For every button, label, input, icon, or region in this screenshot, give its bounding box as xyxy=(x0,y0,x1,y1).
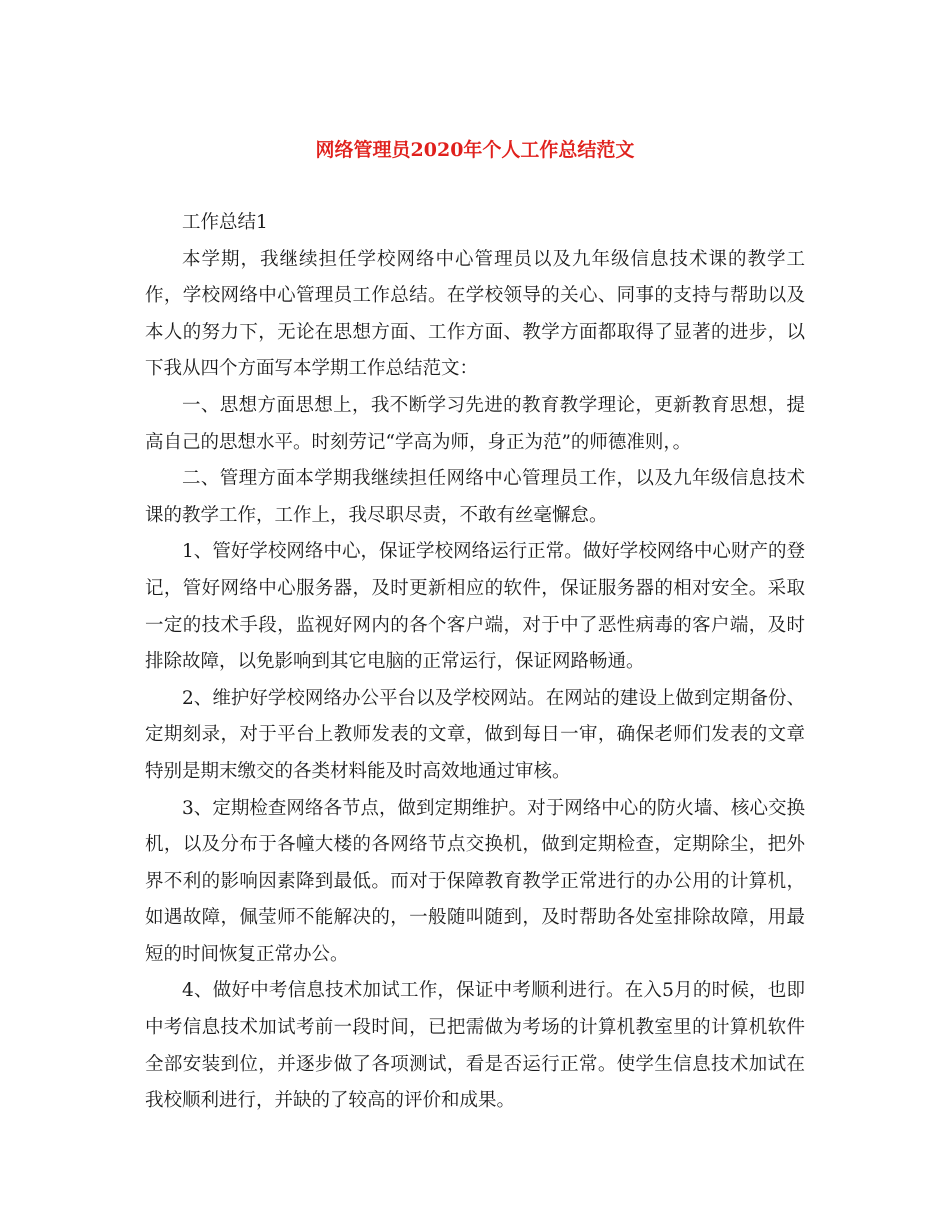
paragraph-management: 二、管理方面本学期我继续担任网络中心管理员工作，以及九年级信息技术课的教学工作，工作上，我尽职尽责，不敢有丝毫懈怠。 xyxy=(145,468,805,526)
paragraph-intro: 本学期，我继续担任学校网络中心管理员以及九年级信息技术课的教学工作，学校网络中心管理员工作总结。在学校领导的关心、同事的支持与帮助以及本人的努力下，无论在思想方面、工作方面、教学方面都取得了显著的进步，以下我从四个方面写本学期工作总结范文： xyxy=(145,248,805,380)
paragraph-thought: 一、思想方面思想上，我不断学习先进的教育教学理论，更新教育思想，提高自己的思想水平。时刻劳记“学高为师，身正为范”的师德准则，。 xyxy=(145,394,805,453)
paragraph-item-3: 3、定期检查网络各节点，做到定期维护。对于网络中心的防火墙、核心交换机，以及分布于各幢大楼的各网络节点交换机，做到定期检查，定期除尘，把外界不利的影响因素降到最低。而对于保障教育教学正常进行的办公用的计算机，如遇故障，佩莹师不能解决的，一般随叫随到，及时帮助各处室排除故障，用最短的时间恢复正常办公。 xyxy=(145,797,805,965)
paragraph-item-2: 2、维护好学校网络办公平台以及学校网站。在网站的建设上做到定期备份、定期刻录，对于平台上教师发表的文章，做到每日一审，确保老师们发表的文章特别是期末缴交的各类材料能及时高效地通过审核。 xyxy=(145,687,805,782)
document-body xyxy=(145,205,805,1120)
section-heading: 工作总结1 xyxy=(182,212,268,233)
document-title: 网络管理员2020年个人工作总结范文 xyxy=(315,139,635,161)
paragraph-item-1: 1、管好学校网络中心，保证学校网络运行正常。做好学校网络中心财产的登记，管好网络中心服务器，及时更新相应的软件，保证服务器的相对安全。采取一定的技术手段，监视好网内的各个客户端，对于中了恶性病毒的客户端，及时排除故障，以免影响到其它电脑的正常运行，保证网路畅通。 xyxy=(145,541,805,673)
paragraph-item-4: 4、做好中考信息技术加试工作，保证中考顺利进行。在入5月的时候，也即中考信息技术加试考前一段时间，已把需做为考场的计算机教室里的计算机软件全部安装到位，并逐步做了各项测试，看是否运行正常。使学生信息技术加试在我校顺利进行，并缺的了较高的评价和成果。 xyxy=(145,980,805,1112)
